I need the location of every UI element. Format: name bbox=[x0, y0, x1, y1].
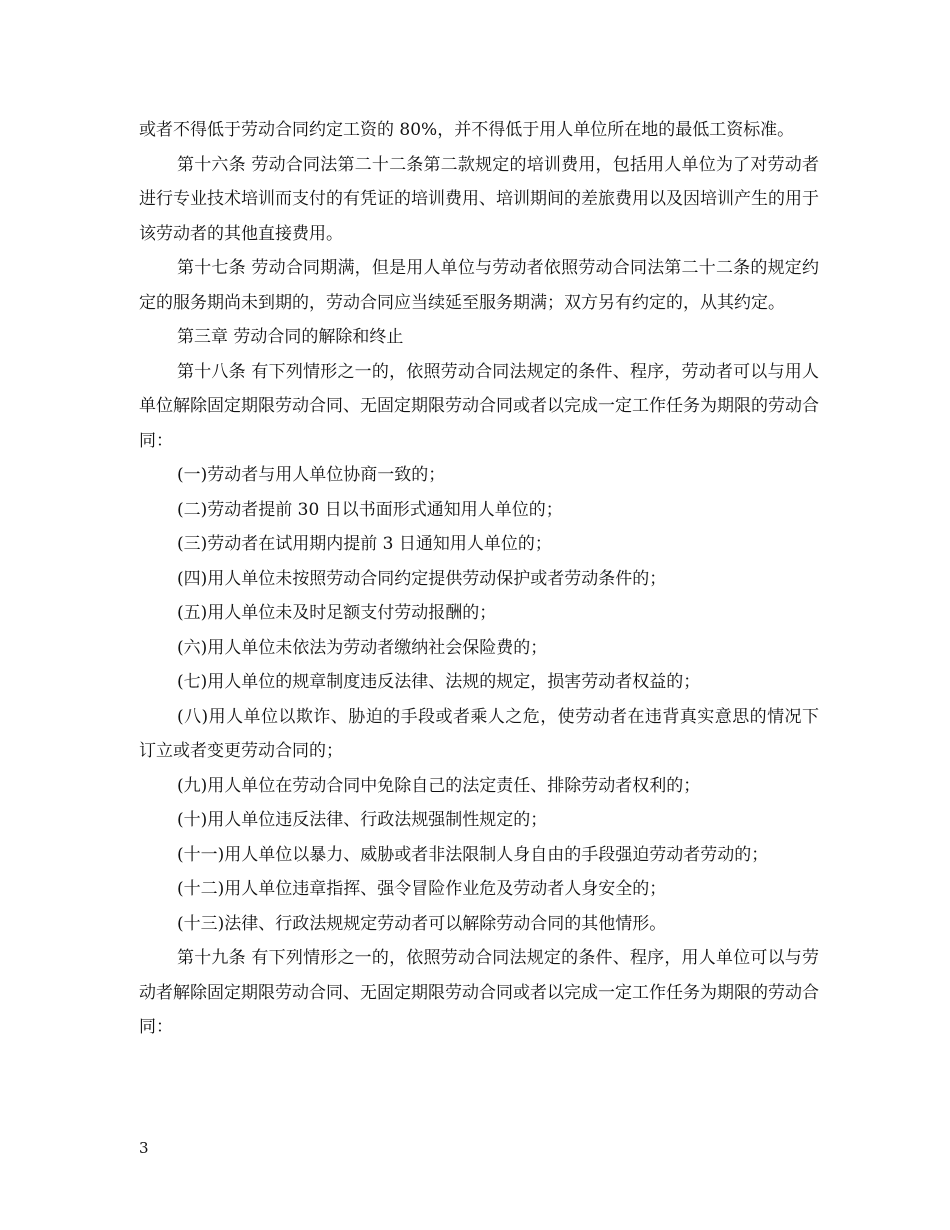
list-item: (三)劳动者在试用期内提前 3 日通知用人单位的； bbox=[177, 534, 552, 554]
list-item: (九)用人单位在劳动合同中免除自己的法定责任、排除劳动者权利的； bbox=[177, 775, 701, 796]
list-item: (十一)用人单位以暴力、威胁或者非法限制人身自由的手段强迫劳动者劳动的； bbox=[177, 844, 769, 865]
article-19-paragraph: 第十九条 有下列情形之一的，依照劳动合同法规定的条件、程序，用人单位可以与劳动者解除固定期限劳动合同、无固定期限劳动合同或者以完成一定工作任务为期限的劳动合同： bbox=[139, 948, 819, 1037]
list-item: (八)用人单位以欺诈、胁迫的手段或者乘人之危，使劳动者在违背真实意思的情况下订立或者变更劳动合同的； bbox=[139, 706, 819, 761]
list-item: (四)用人单位未按照劳动合同约定提供劳动保护或者劳动条件的； bbox=[177, 568, 667, 589]
list-item: (十三)法律、行政法规规定劳动者可以解除劳动合同的其他情形。 bbox=[177, 913, 667, 934]
article-17-paragraph: 第十七条 劳动合同期满，但是用人单位与劳动者依照劳动合同法第二十二条的规定约定的服务期尚未到期的，劳动合同应当续延至服务期满；双方另有约定的，从其约定。 bbox=[139, 258, 819, 313]
list-item: (十二)用人单位违章指挥、强令冒险作业危及劳动者人身安全的； bbox=[177, 879, 667, 899]
list-item: (十)用人单位违反法律、行政法规强制性规定的； bbox=[177, 810, 548, 830]
paragraph: 或者不得低于劳动合同约定工资的 80%，并不得低于用人单位所在地的最低工资标准。 bbox=[139, 120, 795, 140]
list-item: (六)用人单位未依法为劳动者缴纳社会保险费的； bbox=[177, 637, 548, 658]
document-body bbox=[139, 113, 819, 1045]
article-18-paragraph: 第十八条 有下列情形之一的，依照劳动合同法规定的条件、程序，劳动者可以与用人单位解除固定期限劳动合同、无固定期限劳动合同或者以完成一定工作任务为期限的劳动合同： bbox=[139, 361, 819, 451]
list-item: (二)劳动者提前 30 日以书面形式通知用人单位的； bbox=[177, 499, 563, 520]
chapter-heading: 第三章 劳动合同的解除和终止 bbox=[177, 327, 404, 347]
list-item: (一)劳动者与用人单位协商一致的； bbox=[177, 465, 446, 485]
page-number: 3 bbox=[139, 1139, 149, 1157]
article-16-paragraph: 第十六条 劳动合同法第二十二条第二款规定的培训费用，包括用人单位为了对劳动者进行专业技术培训而支付的有凭证的培训费用、培训期间的差旅费用以及因培训产生的用于该劳动者的其他直接费用。 bbox=[139, 154, 819, 244]
list-item: (七)用人单位的规章制度违反法律、法规的规定，损害劳动者权益的； bbox=[177, 672, 701, 692]
list-item: (五)用人单位未及时足额支付劳动报酬的； bbox=[177, 603, 497, 623]
